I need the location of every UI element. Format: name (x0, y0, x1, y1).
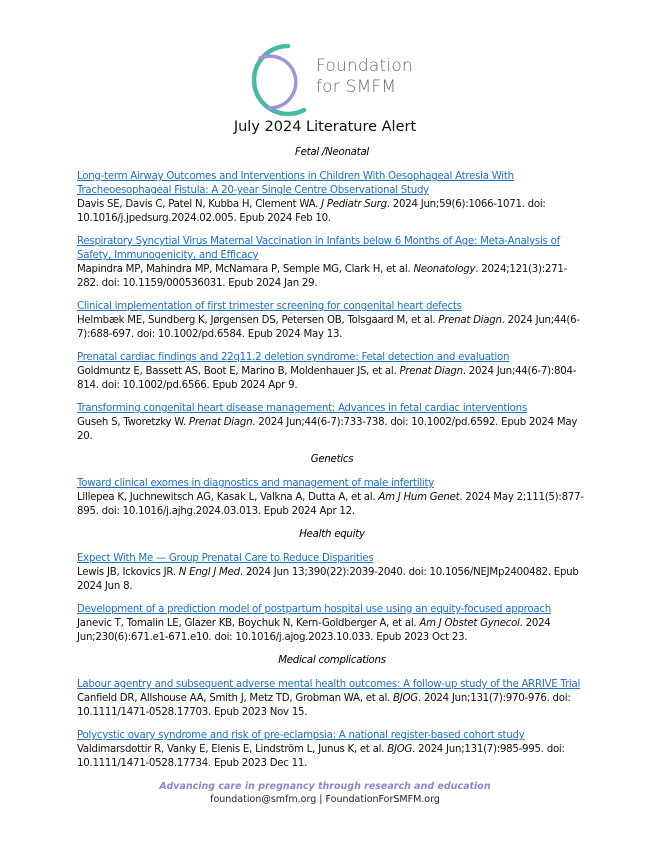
section-health-equity (77, 528, 587, 645)
footer-contact: foundation@smfm.org | FoundationForSMFM.org (210, 794, 440, 805)
citation-details: . 2024 May 2;111(5):877-895. doi: 10.1016/j.ajhg.2024.03.013. Epub 2024 Apr 12. (77, 492, 584, 517)
logo-rings-icon (238, 40, 314, 120)
citation-authors: Helmbæk ME, Sundberg K, Jørgensen DS, Petersen OB, Tolsgaard M, et al. (77, 315, 439, 326)
article-link[interactable]: Prenatal cardiac findings and 22q11.2 deletion syndrome: Fetal detection and evaluation (77, 352, 510, 363)
citation (77, 566, 587, 594)
foundation-logo (238, 40, 418, 120)
citation-journal: Prenat Diagn (438, 315, 502, 326)
citation-authors: Lillepea K, Juchnewitsch AG, Kasak L, Valkna A, Dutta A, et al. (77, 492, 379, 503)
list-item (77, 235, 587, 291)
citation (77, 263, 587, 291)
citation-details: . 2024 Jun;44(6-7):733-738. doi: 10.1002/pd.6592. Epub 2024 May 20. (77, 417, 578, 442)
section-heading: Health equity (299, 529, 365, 540)
footer-tagline: Advancing care in pregnancy through research and education (159, 781, 491, 792)
citation (77, 692, 587, 720)
citation (77, 314, 587, 342)
section-medical-complications (77, 654, 587, 771)
citation-journal: J Pediatr Surg (321, 199, 387, 210)
page-title: July 2024 Literature Alert (233, 119, 417, 135)
citation-journal: N Engl J Med (178, 567, 240, 578)
list-item (77, 300, 587, 342)
article-link[interactable]: Clinical implementation of first trimester screening for congenital heart defects (77, 301, 462, 312)
section-fetal-neonatal (77, 146, 587, 444)
citation-journal: Prenat Diagn (399, 366, 463, 377)
citation-authors: Goldmuntz E, Bassett AS, Boot E, Marino B, Moldenhauer JS, et al. (77, 366, 400, 377)
citation (77, 617, 587, 645)
citation-journal: BJOG (393, 693, 418, 704)
citation-authors: Canfield DR, Allshouse AA, Smith J, Metz TD, Grobman WA, et al. (77, 693, 394, 704)
citation-details: . 2024 Jun;230(6):671.e1-671.e10. doi: 10.1016/j.ajog.2023.10.033. Epub 2023 Oct 23. (77, 618, 551, 643)
citation-journal: Am J Obstet Gynecol (419, 618, 520, 629)
section-heading: Genetics (310, 454, 354, 465)
citation-authors: Valdimarsdottir R, Vanky E, Elenis E, Lindström L, Junus K, et al. (77, 744, 388, 755)
citation-details: . 2024 Jun;131(7):985-995. doi: 10.1111/1471-0528.17734. Epub 2023 Dec 11. (77, 744, 565, 769)
list-item (77, 351, 587, 393)
citation-authors: Mapindra MP, Mahindra MP, McNamara P, Semple MG, Clark H, et al. (77, 264, 414, 275)
citation (77, 491, 587, 519)
citation-details: . 2024 Jun 13;390(22):2039-2040. doi: 10.1056/NEJMp2400482. Epub 2024 Jun 8. (77, 567, 579, 592)
citation (77, 416, 587, 444)
article-link[interactable]: Respiratory Syncytial Virus Maternal Vaccination in Infants below 6 Months of Age: Meta-Analysis of Safety, Immunogenicity, and Efficacy (77, 236, 560, 261)
list-item (77, 678, 587, 720)
list-item (77, 402, 587, 444)
citation-details: . 2024 Jun;44(6-7):688-697. doi: 10.1002/pd.6584. Epub 2024 May 13. (77, 315, 580, 340)
citation (77, 365, 587, 393)
citation (77, 198, 587, 226)
section-heading: Fetal /Neonatal (294, 147, 369, 158)
logo-line-1: Foundation (316, 56, 413, 76)
citation-details: . 2024;121(3):271-282. doi: 10.1159/000536031. Epub 2024 Jan 29. (77, 264, 568, 289)
citation-authors: Lewis JB, Ickovics JR. (77, 567, 179, 578)
citation-journal: Am J Hum Genet (378, 492, 460, 503)
article-link[interactable]: Toward clinical exomes in diagnostics and management of male infertility (77, 478, 435, 489)
citation-authors: Janevic T, Tomalin LE, Glazer KB, Boychuk N, Kern-Goldberger A, et al. (77, 618, 420, 629)
article-link[interactable]: Long-term Airway Outcomes and Interventions in Children With Oesophageal Atresia With Tracheoesophageal Fistula: A 20-year Single Centre Observational Study (77, 171, 514, 196)
article-link[interactable]: Labour agentry and subsequent adverse mental health outcomes: A follow-up study of the ARRIVE Trial (77, 679, 581, 690)
article-link[interactable]: Polycystic ovary syndrome and risk of pre-eclampsia: A national register-based cohort study (77, 730, 525, 741)
list-item (77, 729, 587, 771)
citation-journal: Neonatology (413, 264, 476, 275)
article-link[interactable]: Development of a prediction model of postpartum hospital use using an equity-focused approach (77, 604, 551, 615)
section-genetics (77, 453, 587, 519)
list-item (77, 170, 587, 226)
list-item (77, 603, 587, 645)
page-footer (0, 780, 650, 806)
citation-details: . 2024 Jun;44(6-7):804-814. doi: 10.1002/pd.6566. Epub 2024 Apr 9. (77, 366, 577, 391)
citation-details: . 2024 Jun;59(6):1066-1071. doi: 10.1016/j.jpedsurg.2024.02.005. Epub 2024 Feb 10. (77, 199, 546, 224)
section-heading: Medical complications (278, 655, 386, 666)
logo-text (316, 56, 413, 98)
citation-journal: Prenat Diagn (188, 417, 253, 428)
list-item (77, 552, 587, 594)
citation (77, 743, 587, 771)
citation-authors: Guseh S, Tworetzky W. (77, 417, 189, 428)
literature-list (77, 146, 587, 780)
list-item (77, 477, 587, 519)
article-link[interactable]: Transforming congenital heart disease management: Advances in fetal cardiac interventions (77, 403, 527, 414)
logo-line-2: for SMFM (316, 77, 397, 97)
article-link[interactable]: Expect With Me — Group Prenatal Care to Reduce Disparities (77, 553, 374, 564)
citation-journal: BJOG (387, 744, 413, 755)
citation-authors: Davis SE, Davis C, Patel N, Kubba H, Clement WA. (77, 199, 322, 210)
citation-details: . 2024 Jun;131(7):970-976. doi: 10.1111/1471-0528.17703. Epub 2023 Nov 15. (77, 693, 571, 718)
